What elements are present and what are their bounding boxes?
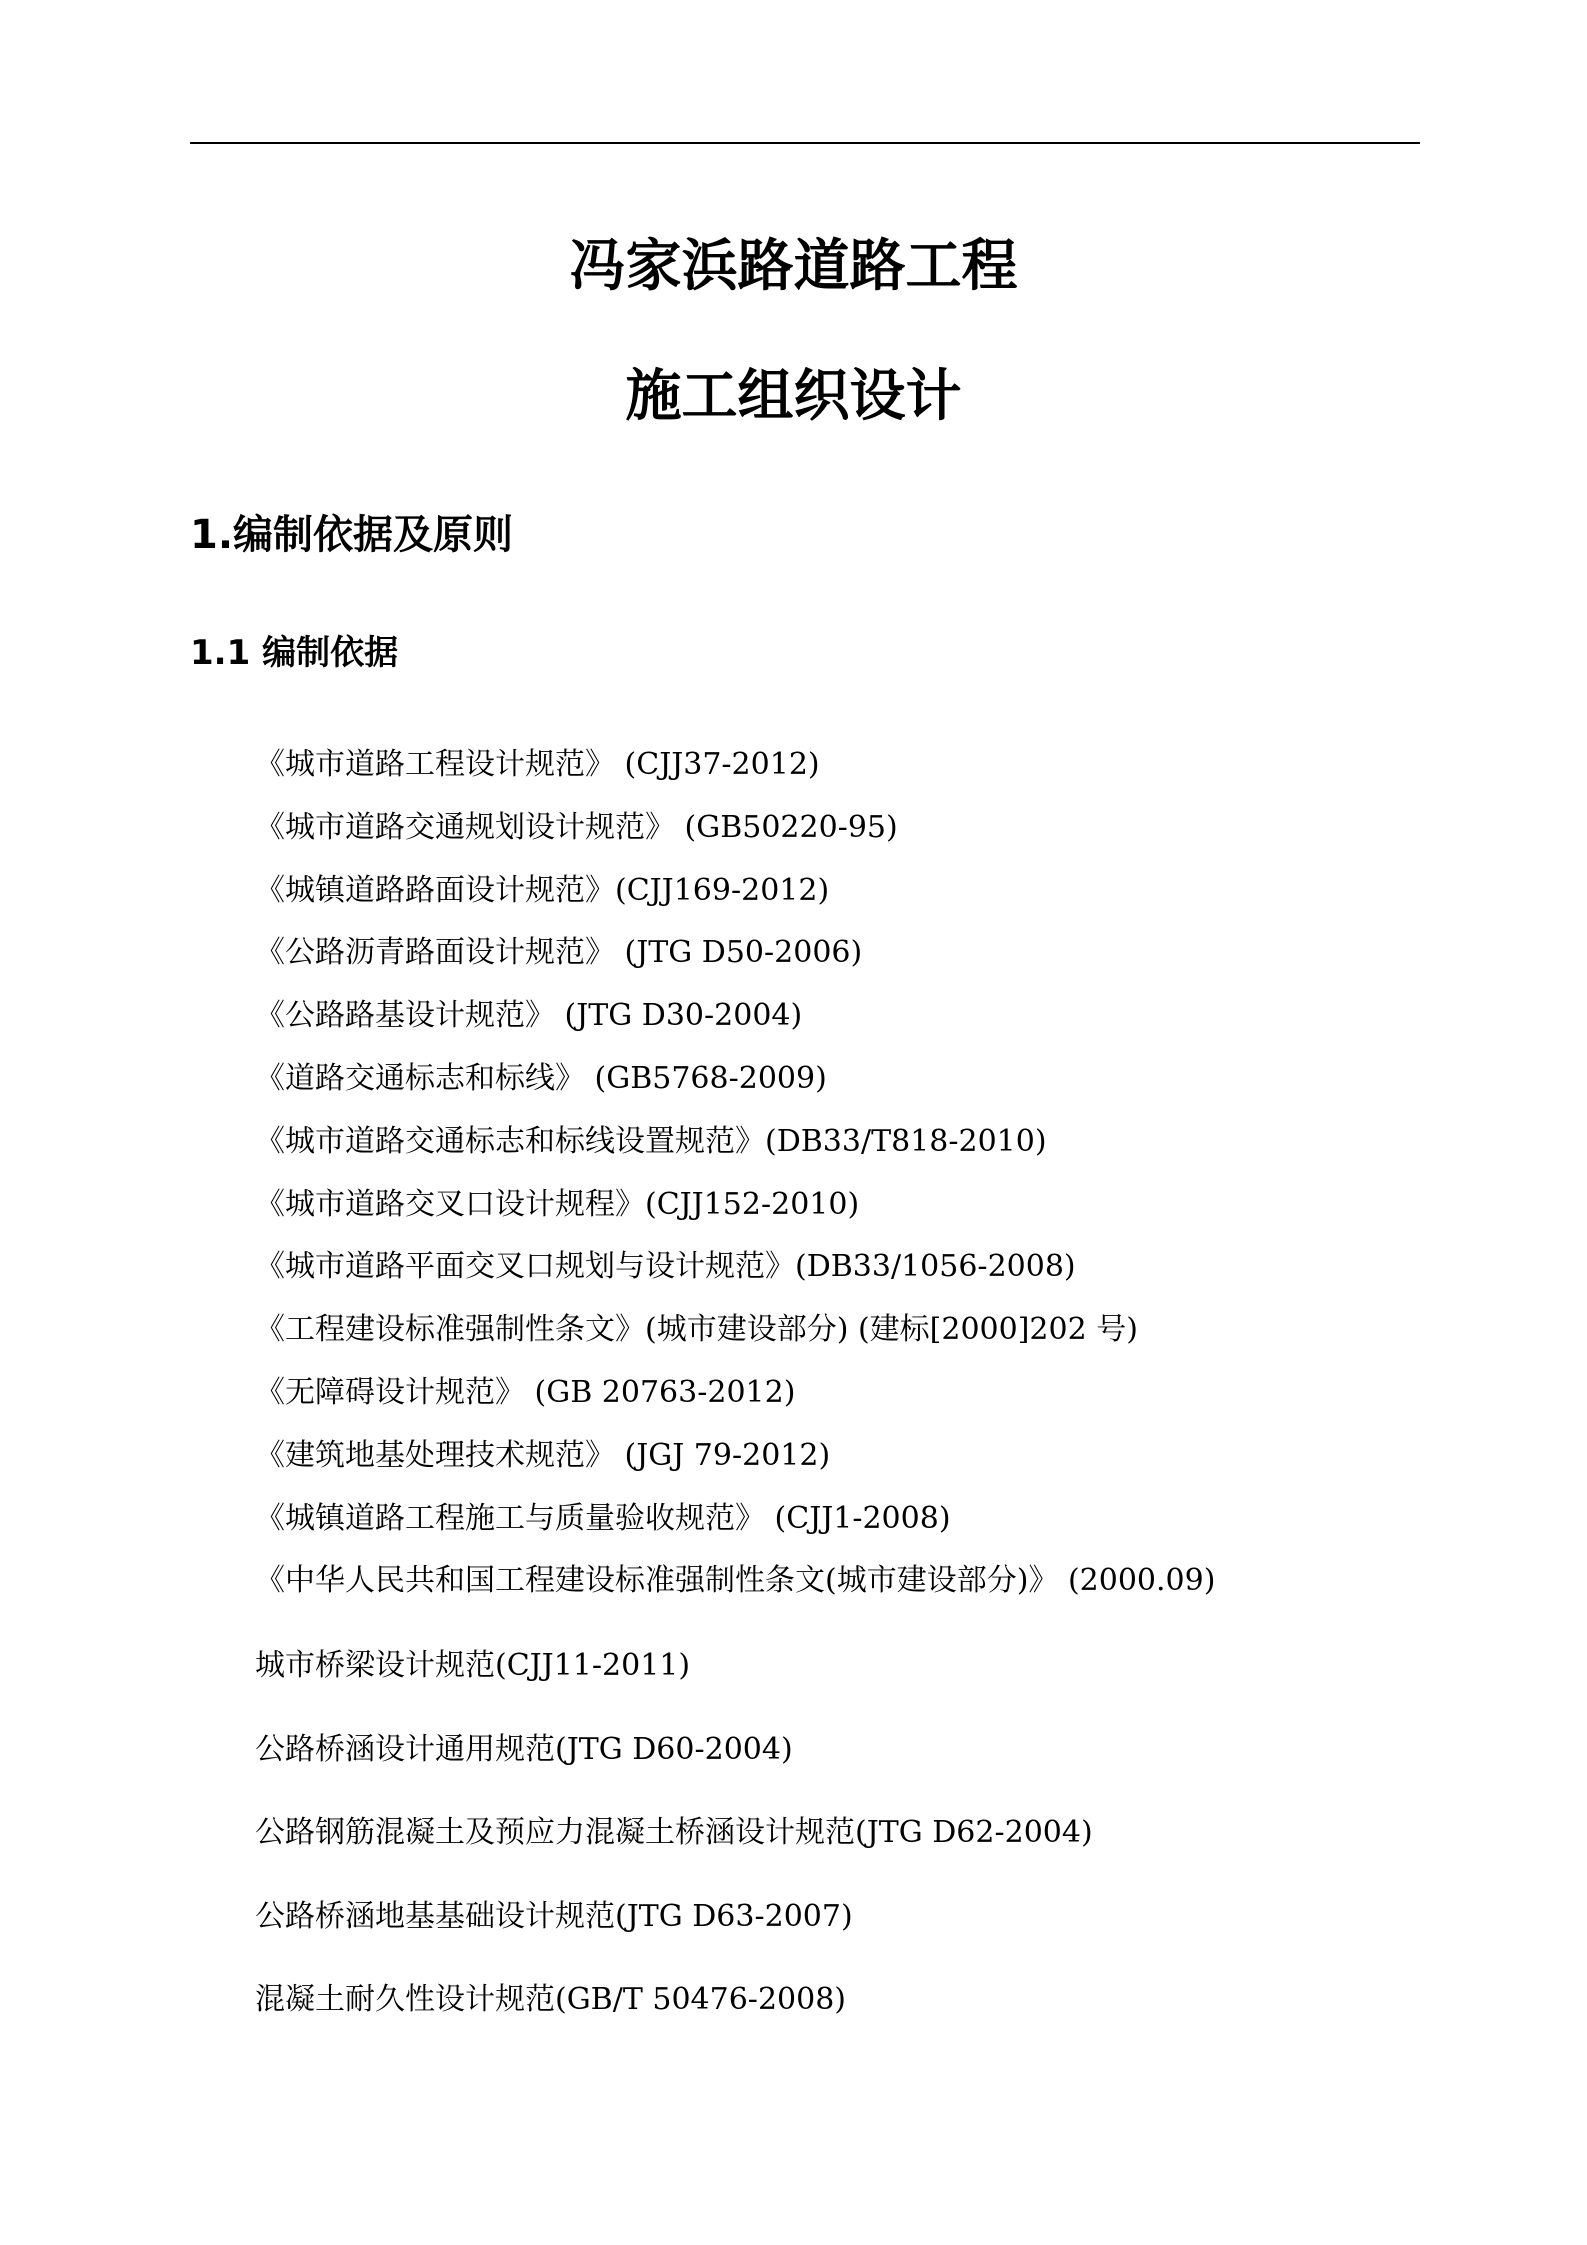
document-title-line-1: 冯家浜路道路工程: [569, 234, 1018, 299]
list-item: 公路桥涵设计通用规范(JTG D60-2004): [255, 1731, 793, 1767]
reference-list: [255, 734, 1215, 1613]
list-item: 《城市道路交叉口设计规程》(CJJ152-2010): [255, 1186, 860, 1222]
list-item: 《城市道路交通标志和标线设置规范》(DB33/T818-2010): [255, 1123, 1047, 1159]
list-item: 公路桥涵地基基础设计规范(JTG D63-2007): [255, 1898, 853, 1934]
list-item: 《工程建设标准强制性条文》(城市建设部分) (建标[2000]202 号): [255, 1312, 1138, 1348]
document-title-line-2: 施工组织设计: [625, 364, 962, 429]
list-item: 《城市道路交通规划设计规范》 (GB50220-95): [255, 809, 898, 845]
list-item: 《城镇道路工程施工与质量验收规范》 (CJJ1-2008): [255, 1500, 951, 1536]
list-item: 《城市道路平面交叉口规划与设计规范》(DB33/1056-2008): [255, 1249, 1076, 1285]
list-item: 城市桥梁设计规范(CJJ11-2011): [255, 1648, 691, 1683]
list-item: 混凝土耐久性设计规范(GB/T 50476-2008): [255, 1982, 846, 2017]
header-rule: [190, 142, 1420, 144]
section-heading-1-1: 1.1 编制依据: [190, 633, 399, 673]
list-item: 《公路沥青路面设计规范》 (JTG D50-2006): [255, 935, 863, 971]
plain-reference-list: [255, 1624, 1093, 2042]
section-heading-1: 1.编制依据及原则: [190, 512, 514, 558]
list-item: 《道路交通标志和标线》 (GB5768-2009): [255, 1060, 827, 1096]
list-item: 公路钢筋混凝土及预应力混凝土桥涵设计规范(JTG D62-2004): [255, 1815, 1093, 1850]
list-item: 《公路路基设计规范》 (JTG D30-2004): [255, 998, 803, 1034]
list-item: 《无障碍设计规范》 (GB 20763-2012): [255, 1374, 796, 1410]
list-item: 《城市道路工程设计规范》 (CJJ37-2012): [255, 747, 820, 782]
list-item: 《中华人民共和国工程建设标准强制性条文(城市建设部分)》 (2000.09): [255, 1563, 1216, 1599]
list-item: 《城镇道路路面设计规范》(CJJ169-2012): [255, 872, 830, 908]
list-item: 《建筑地基处理技术规范》 (JGJ 79-2012): [255, 1437, 831, 1473]
